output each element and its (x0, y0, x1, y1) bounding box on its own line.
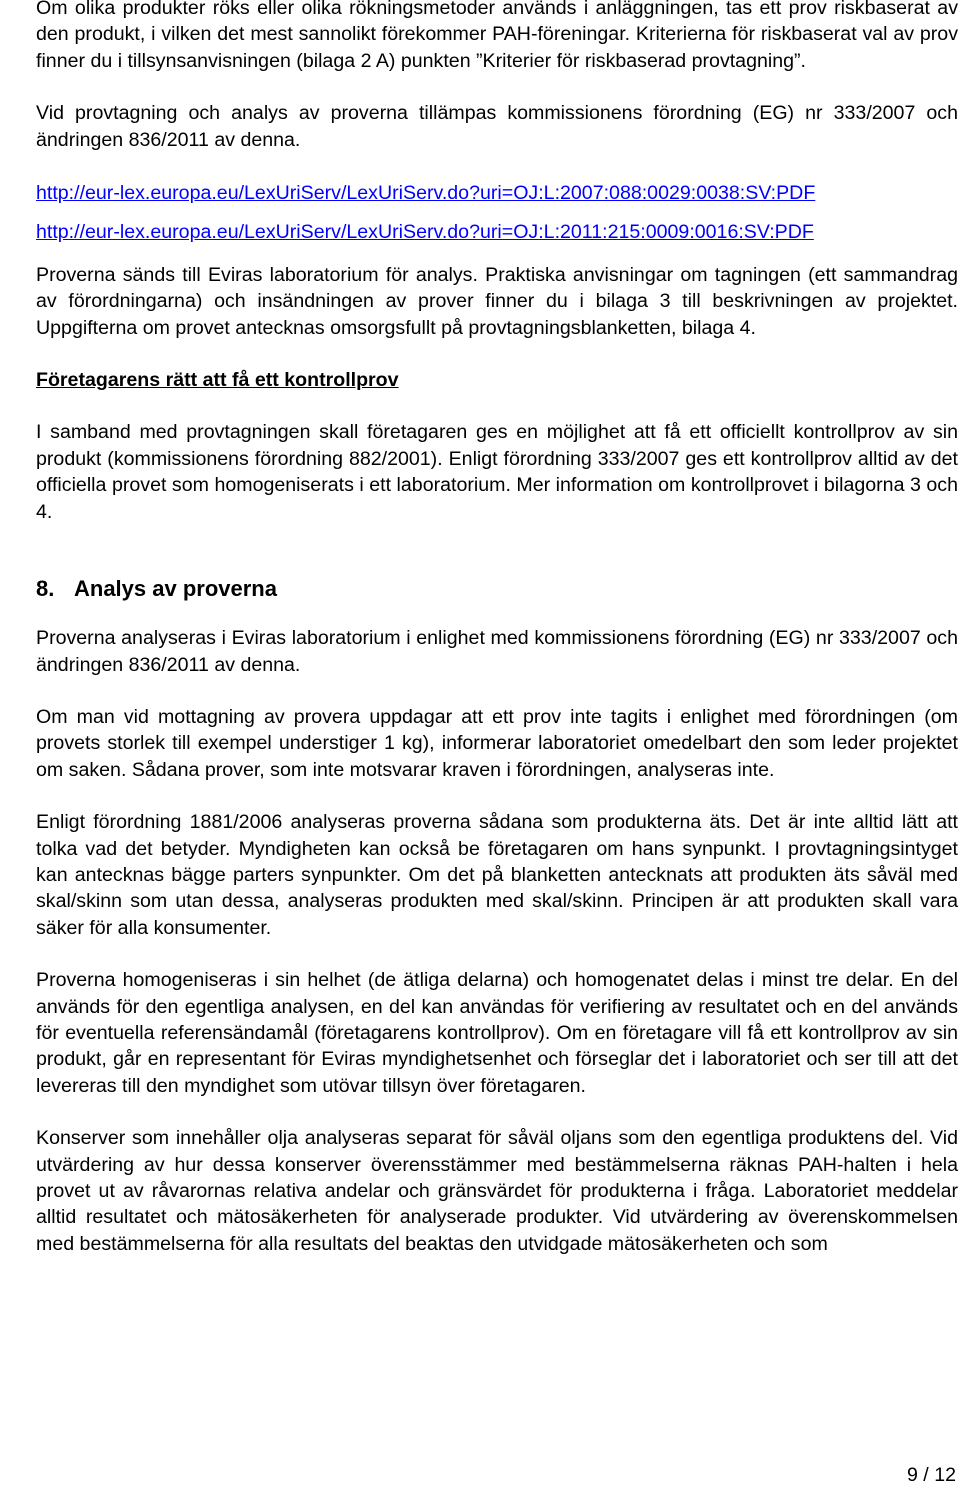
subheading-control-sample: Företagarens rätt att få ett kontrollprov (36, 369, 399, 392)
paragraph-intro: Om olika produkter röks eller olika rökningsmetoder används i anläggningen, tas ett prov riskbaserat av den produkt, i vilken det mest sannolikt förekommer PAH-föreningar. Kriterierna för riskbaserat val av prov finner du i tillsynsanvisningen (bilaga 2 A) punkten ”Kriterier för riskbaserad provtagning”. (36, 0, 958, 72)
paragraph-analysis-1: Proverna analyseras i Eviras laboratorium i enlighet med kommissionens förordning (EG) nr 333/2007 och ändringen 836/2011 av denna. (36, 627, 958, 676)
document-page (36, 0, 958, 1257)
paragraph-analysis-3: Enligt förordning 1881/2006 analyseras proverna sådana som produkterna äts. Det är inte alltid lätt att tolka vad det betyder. Myndigheten kan också be företagaren om hans synpunkt. I provtagningsintyget kan antecknas bägge parters synpunkter. Om det på blanketten antecknats att produkten äts såväl med skal/skinn som utan dessa, analyseras produkten med skal/skinn. Principen är att produkten skall vara säker för alla konsumenter. (36, 811, 958, 939)
paragraph-analysis-5: Konserver som innehåller olja analyseras separat för såväl oljans som den egentliga produktens del. Vid utvärdering av hur dessa konserver överensstämmer med bestämmelserna räknas PAH-halten i hela provet ut av råvarornas relativa andelar och gränsvärdet för produkterna i fråga. Laboratoriet meddelar alltid resultatet och mätosäkerheten för analyserade produkter. Vid utvärdering av överenskommelsen med bestämmelserna för alla resultats del beaktas den utvidgade mätosäkerheten och som (36, 1127, 958, 1255)
page-number: 9 / 12 (906, 1464, 956, 1486)
eur-lex-link-2007[interactable]: http://eur-lex.europa.eu/LexUriServ/LexUriServ.do?uri=OJ:L:2007:088:0029:0038:SV:PDF (36, 182, 816, 205)
paragraph-control-sample: I samband med provtagningen skall företagaren ges en möjlighet att få ett officiellt kontrollprov av sin produkt (kommissionens förordning 882/2001). Enligt förordning 333/2007 ges ett kontrollprov alltid av det officiella provet som homogeniserats i ett laboratorium. Mer information om kontrollprovet i bilagorna 3 och 4. (36, 421, 958, 523)
paragraph-regulation: Vid provtagning och analys av proverna tillämpas kommissionens förordning (EG) nr 333/2007 och ändringen 836/2011 av denna. (36, 102, 958, 151)
paragraph-analysis-2: Om man vid mottagning av provera uppdagar att ett prov inte tagits i enlighet med förordningen (om provets storlek till exempel understiger 1 kg), informerar laboratoriet omedelbart den som leder projektet om saken. Sådana prover, som inte motsvarar kraven i förordningen, analyseras inte. (36, 705, 958, 781)
section-number: 8. (36, 576, 55, 602)
paragraph-shipping: Proverna sänds till Eviras laboratorium för analys. Praktiska anvisningar om tagningen (ett sammandrag av förordningarna) och insändningen av prover finner du i bilaga 3 till beskrivningen av projektet. Uppgifterna om provet antecknas omsorgsfullt på provtagningsblanketten, bilaga 4. (36, 263, 958, 339)
paragraph-analysis-4: Proverna homogeniseras i sin helhet (de ätliga delarna) och homogenatet delas i minst tre delar. En del används för den egentliga analysen, en del kan användas för verifiering av resultatet och en del används för eventuella referensändamål (företagarens kontrollprov). Om en företagare vill få ett kontrollprov av sin produkt, går en representant för Eviras myndighetsenhet och förseglar det i laboratoriet och ser till att det levereras till den myndighet som utövar tillsyn över företagaren. (36, 969, 958, 1097)
section-heading (36, 575, 958, 603)
eur-lex-link-2011[interactable]: http://eur-lex.europa.eu/LexUriServ/LexUriServ.do?uri=OJ:L:2011:215:0009:0016:SV:PDF (36, 221, 814, 244)
section-title: Analys av proverna (74, 576, 277, 602)
